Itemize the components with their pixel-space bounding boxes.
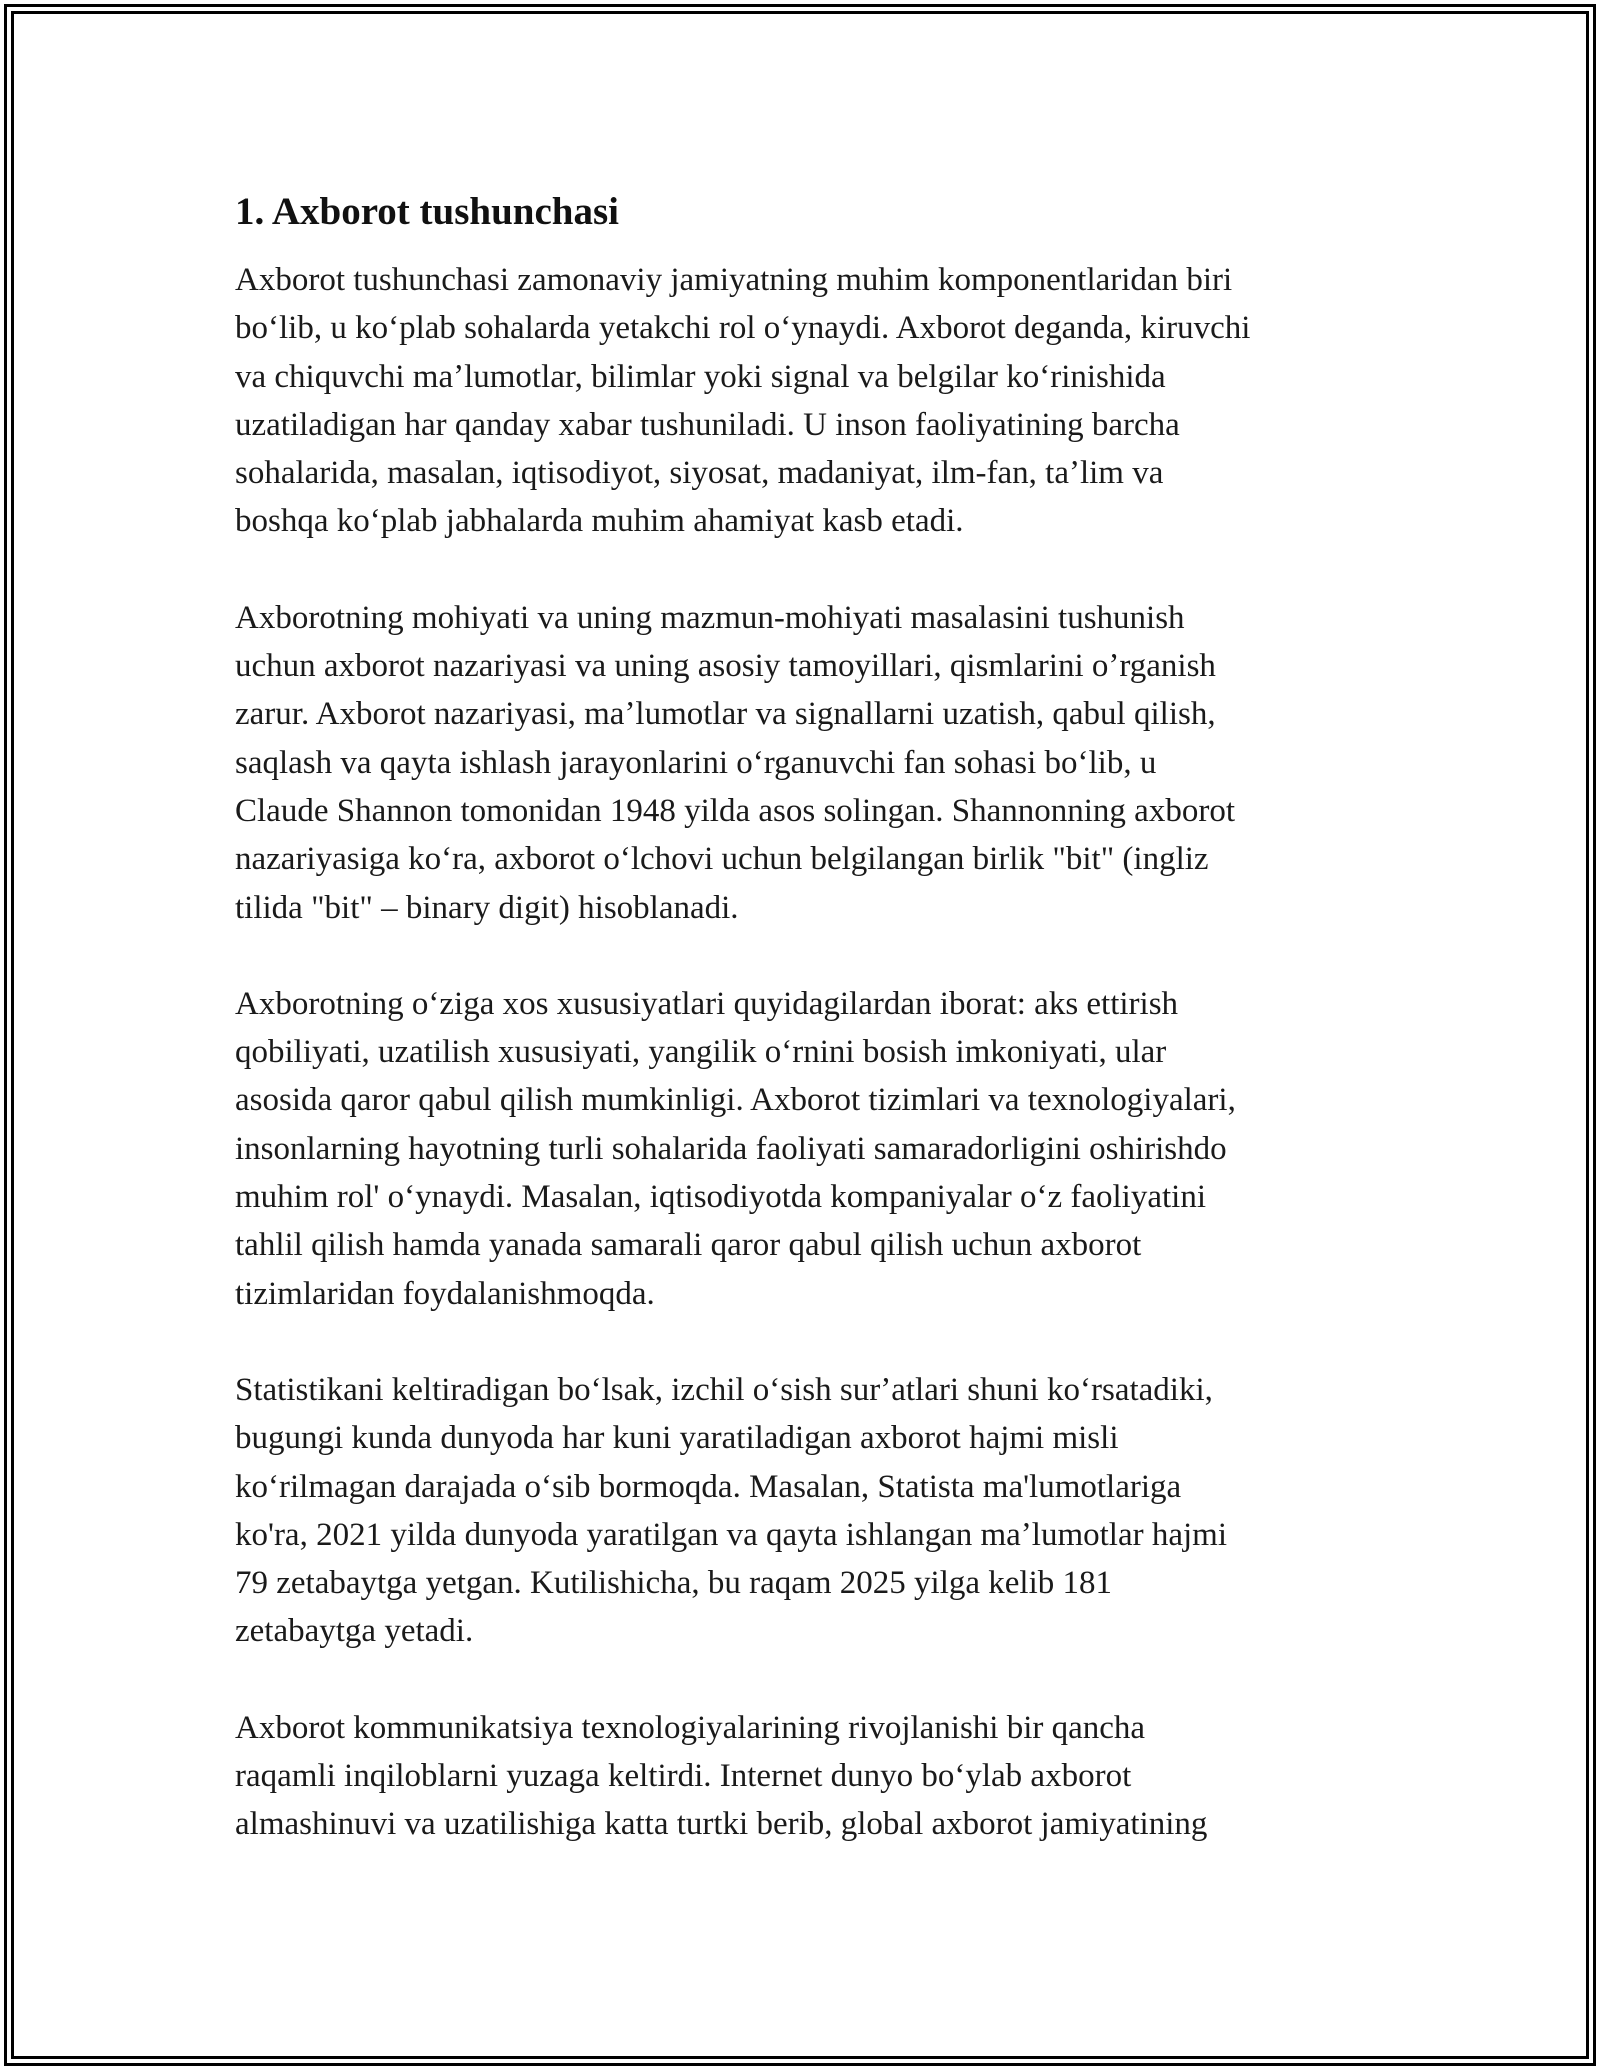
- document-body: [235, 186, 1385, 1897]
- text-line: saqlash va qayta ishlash jarayonlarini oʻrganuvchi fan sohasi boʻlib, u: [235, 744, 1157, 781]
- text-line: va chiquvchi maʼlumotlar, bilimlar yoki signal va belgilar koʻrinishida: [235, 358, 1166, 395]
- text-line: tahlil qilish hamda yanada samarali qaror qabul qilish uchun axborot: [235, 1227, 1142, 1264]
- text-line: insonlarning hayotning turli sohalarida faoliyati samaradorligini oshirishdo: [235, 1130, 1227, 1167]
- paragraph-3: [235, 980, 1385, 1318]
- text-line: ko'ra, 2021 yilda dunyoda yaratilgan va qayta ishlangan maʼlumotlar hajmi: [235, 1516, 1227, 1553]
- section-heading: 1. Axborot tushunchasi: [235, 190, 619, 233]
- text-line: boshqa koʻplab jabhalarda muhim ahamiyat kasb etadi.: [235, 503, 964, 540]
- text-line: qobiliyati, uzatilish xususiyati, yangilik oʻrnini bosish imkoniyati, ular: [235, 1034, 1167, 1071]
- paragraph-1: [235, 256, 1385, 546]
- text-line: bugungi kunda dunyoda har kuni yaratiladigan axborot hajmi misli: [235, 1420, 1119, 1457]
- text-line: asosida qaror qabul qilish mumkinligi. Axborot tizimlari va texnologiyalari,: [235, 1082, 1236, 1119]
- text-line: 79 zetabaytga yetgan. Kutilishicha, bu raqam 2025 yilga kelib 181: [235, 1565, 1113, 1602]
- text-line: boʻlib, u koʻplab sohalarda yetakchi rol oʻynaydi. Axborot deganda, kiruvchi: [235, 310, 1251, 347]
- text-line: tizimlaridan foydalanishmoqda.: [235, 1275, 655, 1312]
- text-line: nazariyasiga koʻra, axborot oʻlchovi uchun belgilangan birlik "bit" (ingliz: [235, 841, 1209, 878]
- text-line: uzatiladigan har qanday xabar tushuniladi. U inson faoliyatining barcha: [235, 406, 1180, 443]
- text-line: sohalarida, masalan, iqtisodiyot, siyosat, madaniyat, ilm-fan, taʼlim va: [235, 455, 1164, 492]
- text-line: muhim rol' oʻynaydi. Masalan, iqtisodiyotda kompaniyalar oʻz faoliyatini: [235, 1179, 1206, 1216]
- text-line: raqamli inqiloblarni yuzaga keltirdi. Internet dunyo boʻylab axborot: [235, 1758, 1132, 1795]
- text-line: almashinuvi va uzatilishiga katta turtki berib, global axborot jamiyatining: [235, 1806, 1208, 1843]
- text-line: Axborotning oʻziga xos xususiyatlari quyidagilardan iborat: aks ettirish: [235, 985, 1179, 1022]
- text-line: zarur. Axborot nazariyasi, maʼlumotlar va signallarni uzatish, qabul qilish,: [235, 696, 1216, 733]
- paragraph-4: [235, 1366, 1385, 1656]
- text-line: Claude Shannon tomonidan 1948 yilda asos solingan. Shannonning axborot: [235, 792, 1235, 829]
- text-line: koʻrilmagan darajada oʻsib bormoqda. Masalan, Statista ma'lumotlariga: [235, 1468, 1182, 1505]
- paragraph-2: [235, 594, 1385, 932]
- text-line: Axborotning mohiyati va uning mazmun-mohiyati masalasini tushunish: [235, 599, 1185, 636]
- paragraph-5: [235, 1704, 1385, 1849]
- text-line: Statistikani keltiradigan boʻlsak, izchil oʻsish surʼatlari shuni koʻrsatadiki,: [235, 1371, 1213, 1408]
- text-line: uchun axborot nazariyasi va uning asosiy tamoyillari, qismlarini oʼrganish: [235, 648, 1216, 685]
- text-line: zetabaytga yetadi.: [235, 1613, 474, 1650]
- text-line: tilida "bit" – binary digit) hisoblanadi.: [235, 889, 739, 926]
- text-line: Axborot kommunikatsiya texnologiyalarining rivojlanishi bir qancha: [235, 1709, 1146, 1746]
- text-line: Axborot tushunchasi zamonaviy jamiyatning muhim komponentlaridan biri: [235, 262, 1233, 298]
